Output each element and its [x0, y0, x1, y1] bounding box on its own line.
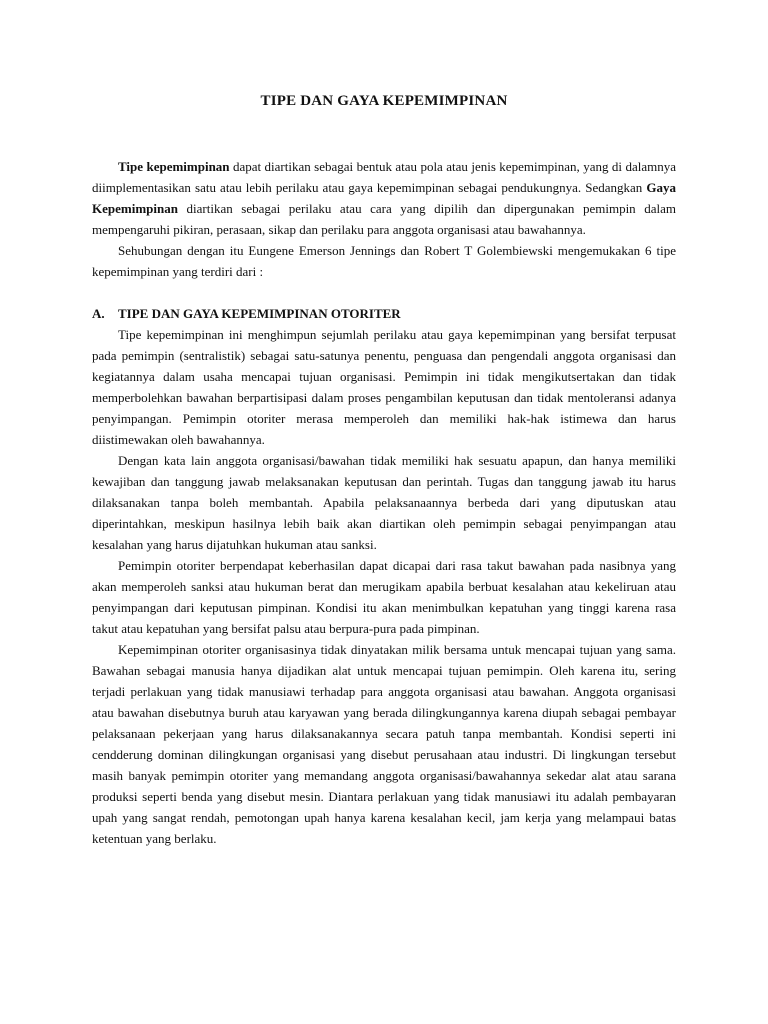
section-a-heading — [92, 303, 676, 324]
section-a-paragraph-1: Tipe kepemimpinan ini menghimpun sejumlah perilaku atau gaya kepemimpinan yang bersifat terpusat pada pemimpin (sentralistik) sebagai satu-satunya penentu, penguasa dan pengendali anggota organisasi dan kegiatannya dalam usaha mencapai tujuan organisasi. Pemimpin ini tidak mengikutsertakan dan tidak memperbolehkan bawahan berpartisipasi dalam proses pengambilan keputusan dan tidak mentoleransi adanya penyimpangan. Pemimpin otoriter merasa memperoleh dan memiliki hak-hak istimewa dan harus diistimewakan oleh bawahannya. — [92, 327, 676, 447]
intro-text-1: dapat diartikan sebagai bentuk atau pola atau jenis kepemimpinan, yang di dalamnya diimplementasikan satu atau lebih perilaku atau gaya kepemimpinan sebagai pendukungnya. Sedangkan — [92, 159, 676, 195]
section-a-paragraph-3: Pemimpin otoriter berpendapat keberhasilan dapat dicapai dari rasa takut bawahan pada nasibnya yang akan memperoleh sanksi atau hukuman berat dan merugikam apabila berbuat kesalahan atau kekeliruan atau penyimpangan dari keputusan pimpinan. Kondisi itu akan menimbulkan kepatuhan yang tinggi karena rasa takut atau kepatuhan yang bersifat palsu atau berpura-pura pada pimpinan. — [92, 558, 676, 636]
section-a-number: A. — [92, 306, 105, 321]
section-a-title: TIPE DAN GAYA KEPEMIMPINAN OTORITER — [118, 306, 401, 321]
document-title: TIPE DAN GAYA KEPEMIMPINAN — [260, 93, 508, 109]
section-a-paragraph-4: Kepemimpinan otoriter organisasinya tidak dinyatakan milik bersama untuk mencapai tujuan yang sama. Bawahan sebagai manusia hanya dijadikan alat untuk mencapai tujuan pemimpin. Oleh karena itu, sering terjadi perlakuan yang tidak manusiawi terhadap para anggota organisasi atau bawahan. Anggota organisasi atau bawahan disebutnya buruh atau karyawan yang berada dilingkungannya karena diupah sebagai pembayar pelaksanaan pekerjaan yang harus dilaksanakannya secara patuh tanpa membantah. Kondisi seperti ini cendderung dominan dilingkungan organisasi yang disebut perusahaan atau industri. Di lingkungan tersebut masih banyak pemimpin otoriter yang memandang anggota organisasi/bawahannya sekedar alat atau sarana produksi seperti benda yang disebut mesin. Diantara perlakuan yang tidak manusiawi itu adalah pembayaran upah yang sangat rendah, pemotongan upah hanya karena kesalahan kecil, jam kerja yang melampaui batas ketentuan yang berlaku. — [92, 642, 676, 846]
section-a-paragraph-2: Dengan kata lain anggota organisasi/bawahan tidak memiliki hak sesuatu apapun, dan hanya memiliki kewajiban dan tanggung jawab melaksanakan keputusan dan perintah. Tugas dan tanggung jawab itu harus dilaksanakan tanpa boleh membantah. Apabila pelaksanaannya berbeda dari yang diputuskan atau diperintahkan, meskipun hasilnya lebih baik akan diartikan oleh pemimpin sebagai penyimpangan atau kesalahan yang harus dijatuhkan hukuman atau sanksi. — [92, 453, 676, 552]
intro-text-2: diartikan sebagai perilaku atau cara yang dipilih dan dipergunakan pemimpin dalam mempengaruhi pikiran, perasaan, sikap dan perilaku para anggota organisasi atau bawahannya. — [92, 201, 676, 237]
intro-paragraph-2: Sehubungan dengan itu Eungene Emerson Jennings dan Robert T Golembiewski mengemukakan 6 tipe kepemimpinan yang terdiri dari : — [92, 243, 676, 279]
intro-paragraph-1 — [92, 156, 676, 240]
term-tipe-kepemimpinan: Tipe kepemimpinan — [118, 159, 230, 174]
term-gaya-kepemimpinan: Gaya Kepemimpinan — [92, 180, 676, 216]
